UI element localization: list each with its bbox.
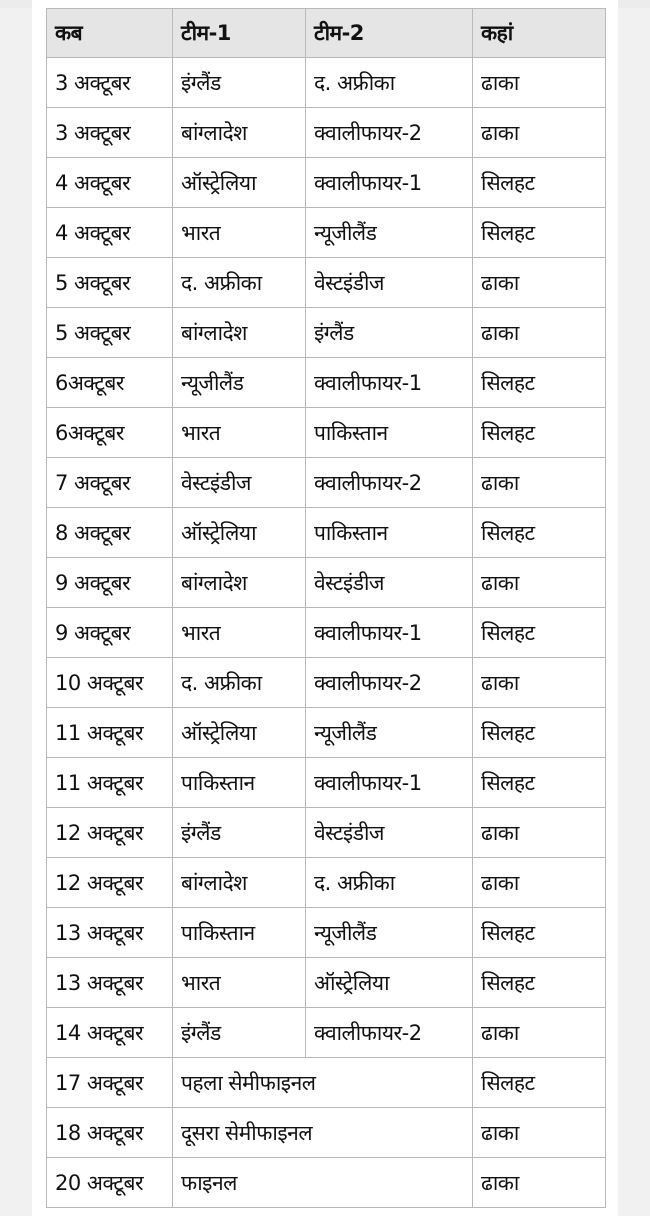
header-row bbox=[47, 9, 606, 58]
cell-venue: सिलहट bbox=[473, 708, 606, 758]
cell-team-2: द. अफ्रीका bbox=[306, 58, 473, 108]
cell-venue: ढाका bbox=[473, 258, 606, 308]
cell-team-2: न्यूजीलैंड bbox=[306, 908, 473, 958]
cell-match: फाइनल bbox=[173, 1158, 473, 1208]
table-row-knockout bbox=[47, 1158, 606, 1208]
cell-venue: ढाका bbox=[473, 108, 606, 158]
cell-venue: सिलहट bbox=[473, 508, 606, 558]
cell-team-1: भारत bbox=[173, 408, 306, 458]
cell-team-1: न्यूजीलैंड bbox=[173, 358, 306, 408]
cell-team-2: इंग्लैंड bbox=[306, 308, 473, 358]
cell-team-2: ऑस्ट्रेलिया bbox=[306, 958, 473, 1008]
table-row bbox=[47, 108, 606, 158]
cell-team-2: द. अफ्रीका bbox=[306, 858, 473, 908]
cell-venue: सिलहट bbox=[473, 158, 606, 208]
table-row-knockout bbox=[47, 1058, 606, 1108]
cell-date: 8 अक्टूबर bbox=[47, 508, 173, 558]
table-row bbox=[47, 808, 606, 858]
cell-venue: सिलहट bbox=[473, 908, 606, 958]
cell-team-1: इंग्लैंड bbox=[173, 58, 306, 108]
cell-date: 6अक्टूबर bbox=[47, 358, 173, 408]
cell-team-2: क्वालीफायर-1 bbox=[306, 758, 473, 808]
cell-date: 13 अक्टूबर bbox=[47, 958, 173, 1008]
cell-date: 20 अक्टूबर bbox=[47, 1158, 173, 1208]
cell-venue: ढाका bbox=[473, 858, 606, 908]
header-venue: कहां bbox=[473, 9, 606, 58]
cell-team-2: वेस्टइंडीज bbox=[306, 258, 473, 308]
cell-team-1: द. अफ्रीका bbox=[173, 658, 306, 708]
table-row bbox=[47, 708, 606, 758]
table-row bbox=[47, 558, 606, 608]
cell-date: 13 अक्टूबर bbox=[47, 908, 173, 958]
cell-venue: ढाका bbox=[473, 1158, 606, 1208]
header-team-1: टीम-1 bbox=[173, 9, 306, 58]
cell-team-2: क्वालीफायर-1 bbox=[306, 608, 473, 658]
cell-match: दूसरा सेमीफाइनल bbox=[173, 1108, 473, 1158]
cell-venue: ढाका bbox=[473, 808, 606, 858]
cell-venue: सिलहट bbox=[473, 758, 606, 808]
header-team-2: टीम-2 bbox=[306, 9, 473, 58]
cell-team-2: वेस्टइंडीज bbox=[306, 808, 473, 858]
cell-team-1: द. अफ्रीका bbox=[173, 258, 306, 308]
cell-date: 9 अक्टूबर bbox=[47, 558, 173, 608]
table-row bbox=[47, 858, 606, 908]
cell-venue: ढाका bbox=[473, 558, 606, 608]
cell-date: 9 अक्टूबर bbox=[47, 608, 173, 658]
cell-team-1: बांग्लादेश bbox=[173, 858, 306, 908]
cell-team-1: बांग्लादेश bbox=[173, 558, 306, 608]
cell-team-2: क्वालीफायर-2 bbox=[306, 1008, 473, 1058]
cell-venue: ढाका bbox=[473, 308, 606, 358]
cell-team-1: ऑस्ट्रेलिया bbox=[173, 508, 306, 558]
cell-team-1: पाकिस्तान bbox=[173, 908, 306, 958]
cell-date: 11 अक्टूबर bbox=[47, 758, 173, 808]
cell-team-1: ऑस्ट्रेलिया bbox=[173, 158, 306, 208]
table-row bbox=[47, 908, 606, 958]
cell-date: 10 अक्टूबर bbox=[47, 658, 173, 708]
cell-team-1: भारत bbox=[173, 208, 306, 258]
cell-team-1: वेस्टइंडीज bbox=[173, 458, 306, 508]
table-row-knockout bbox=[47, 1108, 606, 1158]
cell-team-2: क्वालीफायर-2 bbox=[306, 458, 473, 508]
cell-date: 11 अक्टूबर bbox=[47, 708, 173, 758]
cell-venue: सिलहट bbox=[473, 608, 606, 658]
table-row bbox=[47, 58, 606, 108]
cell-venue: ढाका bbox=[473, 658, 606, 708]
table-body bbox=[47, 58, 606, 1208]
table-row bbox=[47, 608, 606, 658]
cell-team-1: बांग्लादेश bbox=[173, 108, 306, 158]
table-row bbox=[47, 208, 606, 258]
cell-date: 4 अक्टूबर bbox=[47, 158, 173, 208]
table-row bbox=[47, 458, 606, 508]
cell-team-2: न्यूजीलैंड bbox=[306, 708, 473, 758]
cell-date: 3 अक्टूबर bbox=[47, 108, 173, 158]
cell-date: 12 अक्टूबर bbox=[47, 858, 173, 908]
table-row bbox=[47, 508, 606, 558]
cell-venue: सिलहट bbox=[473, 958, 606, 1008]
cell-venue: ढाका bbox=[473, 1108, 606, 1158]
cell-date: 17 अक्टूबर bbox=[47, 1058, 173, 1108]
cell-team-1: ऑस्ट्रेलिया bbox=[173, 708, 306, 758]
cell-venue: ढाका bbox=[473, 58, 606, 108]
cell-date: 14 अक्टूबर bbox=[47, 1008, 173, 1058]
header-date: कब bbox=[47, 9, 173, 58]
cell-team-1: बांग्लादेश bbox=[173, 308, 306, 358]
cell-team-1: भारत bbox=[173, 958, 306, 1008]
cell-venue: ढाका bbox=[473, 1008, 606, 1058]
cell-venue: सिलहट bbox=[473, 408, 606, 458]
cell-date: 12 अक्टूबर bbox=[47, 808, 173, 858]
table-row bbox=[47, 408, 606, 458]
cell-date: 6अक्टूबर bbox=[47, 408, 173, 458]
table-row bbox=[47, 1008, 606, 1058]
cell-team-2: क्वालीफायर-2 bbox=[306, 108, 473, 158]
cell-date: 5 अक्टूबर bbox=[47, 258, 173, 308]
table-row bbox=[47, 958, 606, 1008]
cell-date: 7 अक्टूबर bbox=[47, 458, 173, 508]
cell-date: 3 अक्टूबर bbox=[47, 58, 173, 108]
cell-team-1: भारत bbox=[173, 608, 306, 658]
table-row bbox=[47, 158, 606, 208]
cell-date: 4 अक्टूबर bbox=[47, 208, 173, 258]
cell-team-1: इंग्लैंड bbox=[173, 808, 306, 858]
cell-team-1: पाकिस्तान bbox=[173, 758, 306, 808]
table-row bbox=[47, 258, 606, 308]
cell-date: 18 अक्टूबर bbox=[47, 1108, 173, 1158]
cell-match: पहला सेमीफाइनल bbox=[173, 1058, 473, 1108]
table-row bbox=[47, 758, 606, 808]
cell-team-2: क्वालीफायर-2 bbox=[306, 658, 473, 708]
cell-team-2: न्यूजीलैंड bbox=[306, 208, 473, 258]
cell-team-1: इंग्लैंड bbox=[173, 1008, 306, 1058]
cell-venue: सिलहट bbox=[473, 1058, 606, 1108]
table-row bbox=[47, 658, 606, 708]
match-schedule-table bbox=[46, 8, 606, 1208]
cell-team-2: पाकिस्तान bbox=[306, 408, 473, 458]
cell-team-2: पाकिस्तान bbox=[306, 508, 473, 558]
table-row bbox=[47, 358, 606, 408]
table-row bbox=[47, 308, 606, 358]
cell-team-2: वेस्टइंडीज bbox=[306, 558, 473, 608]
cell-venue: ढाका bbox=[473, 458, 606, 508]
cell-venue: सिलहट bbox=[473, 208, 606, 258]
cell-team-2: क्वालीफायर-1 bbox=[306, 358, 473, 408]
cell-team-2: क्वालीफायर-1 bbox=[306, 158, 473, 208]
cell-venue: सिलहट bbox=[473, 358, 606, 408]
cell-date: 5 अक्टूबर bbox=[47, 308, 173, 358]
